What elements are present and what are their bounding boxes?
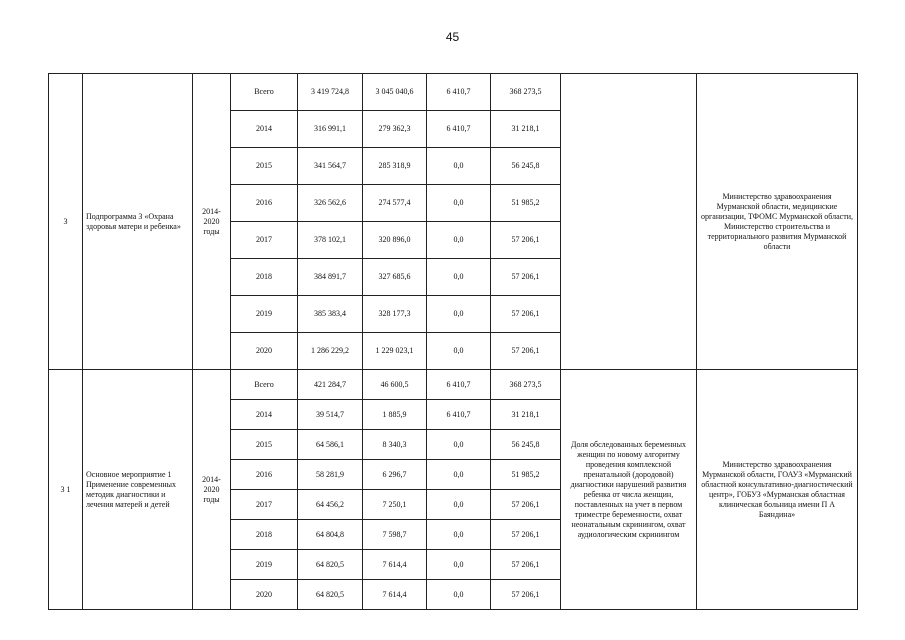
finance-other: 368 273,5 [491,74,561,111]
finance-regional: 1 229 023,1 [363,333,427,370]
finance-total: 326 562,6 [298,185,363,222]
finance-year: Всего [231,370,298,400]
finance-year: 2018 [231,259,298,296]
finance-federal: 0,0 [427,490,491,520]
finance-federal: 6 410,7 [427,111,491,148]
finance-total: 316 991,1 [298,111,363,148]
finance-federal: 6 410,7 [427,370,491,400]
finance-regional: 328 177,3 [363,296,427,333]
finance-total: 341 564,7 [298,148,363,185]
finance-regional: 327 685,6 [363,259,427,296]
item-name: Основное мероприятие 1 Применение современных методик диагностики и лечения матерей и детей [83,370,193,610]
finance-year: 2016 [231,185,298,222]
finance-year: 2014 [231,111,298,148]
finance-regional: 8 340,3 [363,430,427,460]
item-indicator [561,74,697,370]
finance-other: 31 218,1 [491,400,561,430]
finance-other: 56 245,8 [491,148,561,185]
finance-total: 385 383,4 [298,296,363,333]
finance-regional: 274 577,4 [363,185,427,222]
finance-other: 368 273,5 [491,370,561,400]
finance-total: 64 456,2 [298,490,363,520]
finance-other: 57 206,1 [491,333,561,370]
finance-regional: 7 250,1 [363,490,427,520]
finance-federal: 0,0 [427,430,491,460]
finance-year: 2016 [231,460,298,490]
finance-total: 384 891,7 [298,259,363,296]
item-executors: Министерство здравоохранения Мурманской области, медицинские организации, ТФОМС Мурманской области, Министерство строительства и территориального развития Мурманской области [697,74,858,370]
finance-row [49,74,858,111]
finance-federal: 0,0 [427,148,491,185]
finance-other: 57 206,1 [491,259,561,296]
finance-total: 378 102,1 [298,222,363,259]
finance-regional: 3 045 040,6 [363,74,427,111]
finance-regional: 6 296,7 [363,460,427,490]
finance-other: 56 245,8 [491,430,561,460]
finance-regional: 7 614,4 [363,580,427,610]
finance-other: 57 206,1 [491,550,561,580]
finance-other: 57 206,1 [491,490,561,520]
item-number: 3 1 [49,370,83,610]
item-period: 2014-2020 годы [193,74,231,370]
finance-other: 57 206,1 [491,580,561,610]
table-body [49,74,858,610]
finance-federal: 0,0 [427,333,491,370]
finance-regional: 320 896,0 [363,222,427,259]
finance-federal: 0,0 [427,259,491,296]
program-table [48,73,858,610]
item-name: Подпрограмма 3 «Охрана здоровья матери и ребенка» [83,74,193,370]
finance-year: 2015 [231,148,298,185]
finance-other: 51 985,2 [491,185,561,222]
finance-regional: 285 318,9 [363,148,427,185]
finance-federal: 0,0 [427,550,491,580]
page-number: 45 [445,30,460,44]
finance-federal: 6 410,7 [427,74,491,111]
finance-year: 2019 [231,296,298,333]
finance-federal: 0,0 [427,222,491,259]
finance-other: 57 206,1 [491,222,561,259]
finance-year: 2020 [231,580,298,610]
finance-year: Всего [231,74,298,111]
item-indicator: Доля обследованных беременных женщин по новому алгоритму проведения комплексной пренатальной (дородовой) диагностики нарушений развития ребенка от числа женщин, поставленных на учет в первом триместре беременности, охват неонатальным скринингом, охват аудиологическим скринингом [561,370,697,610]
item-number: 3 [49,74,83,370]
finance-total: 421 284,7 [298,370,363,400]
finance-year: 2018 [231,520,298,550]
finance-other: 57 206,1 [491,520,561,550]
finance-total: 64 820,5 [298,550,363,580]
finance-federal: 6 410,7 [427,400,491,430]
finance-other: 31 218,1 [491,111,561,148]
finance-regional: 1 885,9 [363,400,427,430]
finance-federal: 0,0 [427,296,491,333]
finance-year: 2017 [231,222,298,259]
finance-regional: 7 614,4 [363,550,427,580]
finance-year: 2020 [231,333,298,370]
finance-year: 2014 [231,400,298,430]
finance-year: 2015 [231,430,298,460]
finance-total: 3 419 724,8 [298,74,363,111]
finance-total: 1 286 229,2 [298,333,363,370]
finance-regional: 7 598,7 [363,520,427,550]
finance-regional: 46 600,5 [363,370,427,400]
finance-total: 64 586,1 [298,430,363,460]
finance-federal: 0,0 [427,580,491,610]
finance-other: 57 206,1 [491,296,561,333]
finance-year: 2019 [231,550,298,580]
item-executors: Министерство здравоохранения Мурманской области, ГОАУЗ «Мурманский областной консультативно-диагностический центр», ГОБУЗ «Мурманская областная клиническая больница имени П А Баяндина» [697,370,858,610]
finance-other: 51 985,2 [491,460,561,490]
item-period: 2014-2020 годы [193,370,231,610]
finance-regional: 279 362,3 [363,111,427,148]
finance-federal: 0,0 [427,185,491,222]
finance-total: 64 804,8 [298,520,363,550]
finance-federal: 0,0 [427,460,491,490]
finance-total: 58 281,9 [298,460,363,490]
finance-total: 39 514,7 [298,400,363,430]
finance-total: 64 820,5 [298,580,363,610]
finance-row [49,370,858,400]
finance-year: 2017 [231,490,298,520]
finance-federal: 0,0 [427,520,491,550]
